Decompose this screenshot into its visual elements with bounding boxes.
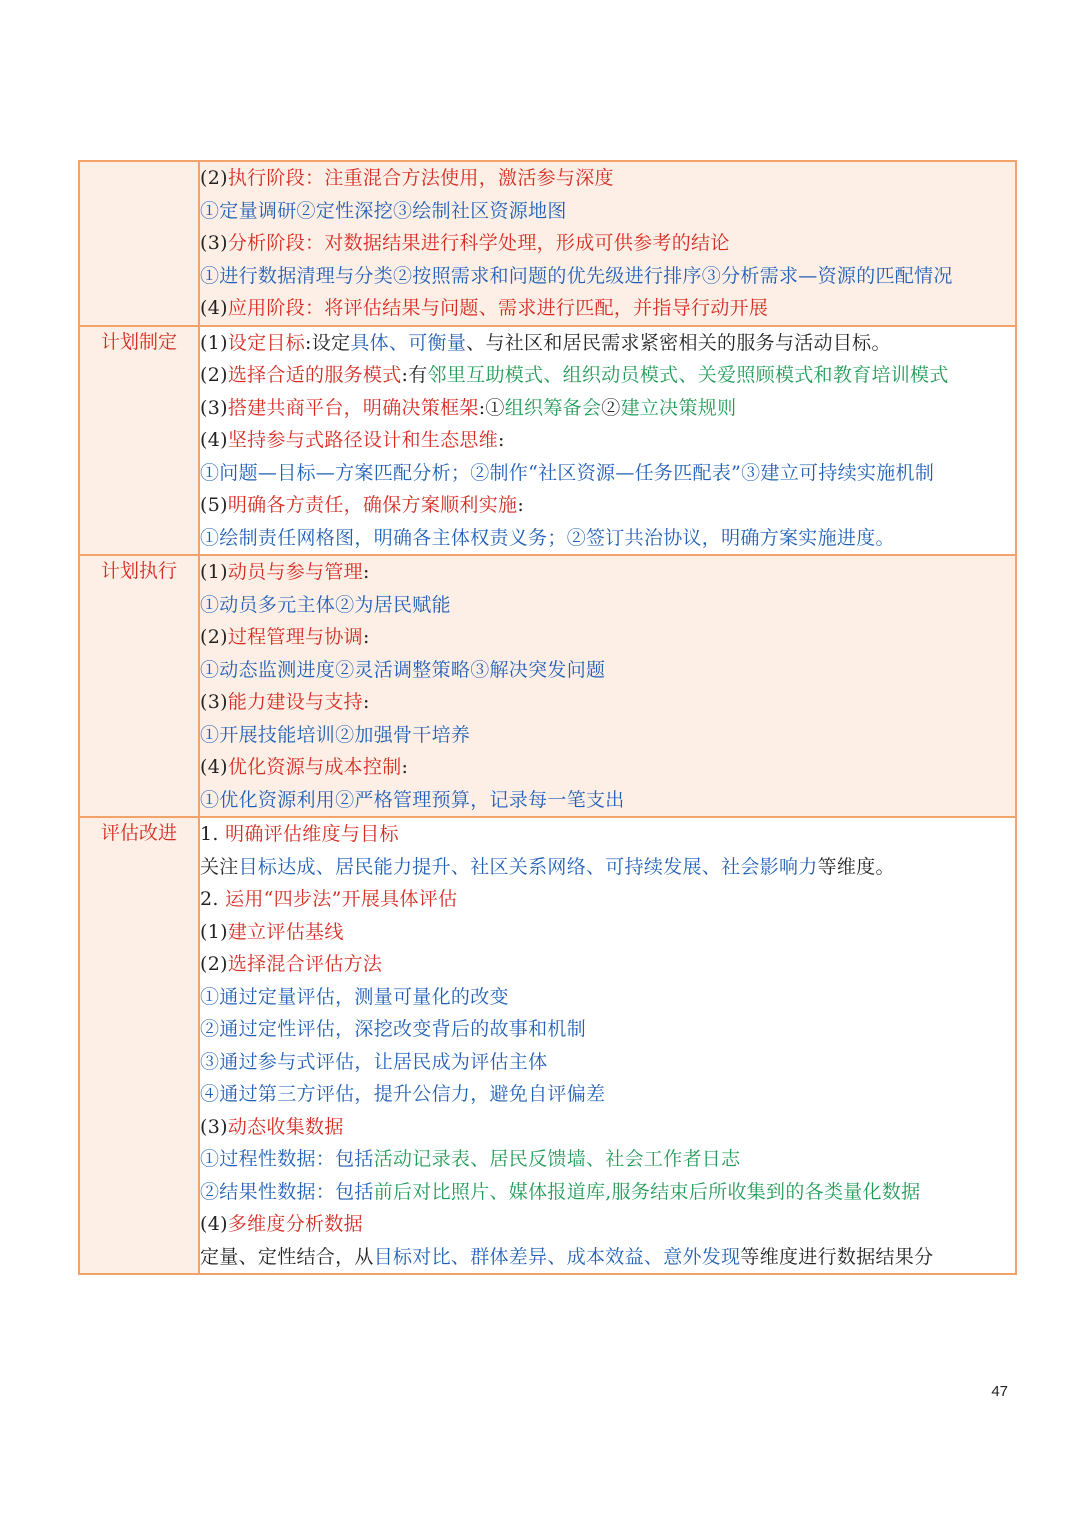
text-segment: (3) [200,232,228,254]
text-segment: ①绘制责任网格图，明确各主体权责义务；②签订共治协议，明确方案实施进度。 [200,526,895,549]
row-content [199,555,1016,817]
text-segment: 目标对比、群体差异、成本效益、意外发现 [373,1245,741,1268]
text-segment: (1) [200,331,228,354]
text-segment: 优化资源与成本控制 [227,756,402,778]
text-segment: ③通过参与式评估，让居民成为评估主体 [200,1050,548,1073]
text-segment: 活动记录表、居民反馈墙、社会工作者日志 [373,1148,741,1170]
content-line [200,654,1015,687]
content-line [200,1143,1015,1176]
text-segment: 建立决策规则 [620,396,737,419]
text-segment: : [517,494,525,516]
text-segment: 前后对比照片、媒体报道库,服务结束后所收集到的各类量化数据 [373,1180,921,1203]
text-segment: (4) [200,429,228,451]
content-line [200,1176,1015,1209]
text-segment: (3) [200,396,228,419]
text-segment: : [362,561,370,583]
text-segment: 目标达成、居民能力提升、社区关系网络、可持续发展、社会影响力 [238,855,818,878]
text-segment: : [401,756,409,778]
content-line [200,719,1015,752]
text-segment: 组织筹备会 [504,396,602,419]
text-segment: (2) [200,953,228,975]
row-label: 计划制定 [79,326,199,556]
content-line [200,784,1015,817]
text-segment: ②通过定性评估，深挖改变背后的故事和机制 [200,1018,587,1040]
text-segment: 明确各方责任，确保方案顺利实施 [227,494,518,516]
text-segment: 执行阶段：注重混合方法使用，激活参与深度 [227,167,614,189]
content-line [200,589,1015,622]
content-line [200,1241,1015,1274]
text-segment: (3) [200,691,228,713]
text-segment: ①动态监测进度②灵活调整策略③解决突发问题 [200,658,606,681]
text-segment: (1) [200,561,228,583]
text-segment: 运用“四步法”开展具体评估 [225,888,458,910]
content-line [200,1013,1015,1046]
content-table [78,160,1017,1275]
text-segment: :设定 [305,331,351,354]
text-segment: ①优化资源利用②严格管理预算，记录每一笔支出 [200,788,625,811]
text-segment: ①开展技能培训②加强骨干培养 [200,723,471,746]
text-segment: ①通过定量评估，测量可量化的改变 [200,985,509,1008]
text-segment: :① [478,396,505,419]
page-number: 47 [991,1383,1008,1400]
content-line [200,260,1015,293]
text-segment: (4) [200,1213,228,1235]
content-line [200,424,1015,457]
text-segment: 选择合适的服务模式 [227,364,402,386]
table-row [79,161,1016,326]
row-content [199,161,1016,326]
text-segment: 等维度。 [817,855,895,878]
text-segment: 能力建设与支持 [227,691,363,713]
text-segment: :有 [401,364,428,386]
table-row [79,817,1016,1274]
content-line [200,489,1015,522]
text-segment: 过程管理与协调 [227,626,363,648]
text-segment: (1) [200,920,228,943]
text-segment: ①定量调研②定性深挖③绘制社区资源地图 [200,199,567,222]
content-line [200,392,1015,425]
text-segment: (2) [200,364,228,386]
content-line [200,327,1015,360]
text-segment: 等维度进行数据结果分 [740,1245,934,1268]
text-segment: 选择混合评估方法 [227,953,383,975]
content-line [200,195,1015,228]
content-line [200,686,1015,719]
text-segment: ①进行数据清理与分类②按照需求和问题的优先级进行排序③分析需求—资源的匹配情况 [200,264,953,287]
text-segment: 搭建共商平台，明确决策框架 [227,396,479,419]
text-segment: 设定目标 [227,331,306,354]
content-line [200,1078,1015,1111]
text-segment: : [362,691,370,713]
text-segment: 分析阶段：对数据结果进行科学处理，形成可供参考的结论 [227,232,730,254]
text-segment: 建立评估基线 [227,920,344,943]
content-line [200,948,1015,981]
row-label: 评估改进 [79,817,199,1274]
content-line [200,851,1015,884]
text-segment: 具体、可衡量 [350,331,467,354]
text-segment: ④通过第三方评估，提升公信力，避免自评偏差 [200,1083,606,1105]
text-segment: 2. [200,888,226,910]
content-line [200,883,1015,916]
content-line [200,162,1015,195]
text-segment: (2) [200,626,228,648]
text-segment: ①问题—目标—方案匹配分析；②制作“社区资源—任务匹配表”③建立可持续实施机制 [200,461,935,484]
text-segment: 邻里互助模式、组织动员模式、关爱照顾模式和教育培训模式 [427,364,949,386]
content-line [200,818,1015,851]
text-segment: 关注 [200,855,239,878]
text-segment: 动态收集数据 [227,1115,344,1138]
content-line [200,457,1015,490]
text-segment: : [362,626,370,648]
text-segment: ①过程性数据：包括 [200,1148,374,1170]
text-segment: 坚持参与式路径设计和生态思维 [227,429,499,451]
content-line [200,1046,1015,1079]
content-line [200,751,1015,784]
text-segment: 定量、定性结合，从 [200,1245,374,1268]
content-line [200,1111,1015,1144]
row-content [199,817,1016,1274]
text-segment: ② [601,396,621,419]
table-row [79,326,1016,556]
text-segment: (4) [200,756,228,778]
text-segment: 应用阶段：将评估结果与问题、需求进行匹配，并指导行动开展 [227,297,769,319]
table-row [79,555,1016,817]
content-line [200,227,1015,260]
text-segment: ②结果性数据：包括 [200,1180,374,1203]
row-content [199,326,1016,556]
text-segment: : [498,429,505,451]
text-segment: (4) [200,297,228,319]
text-segment: (2) [200,167,228,189]
row-label [79,161,199,326]
row-label: 计划执行 [79,555,199,817]
content-line [200,621,1015,654]
text-segment: ①动员多元主体②为居民赋能 [200,593,451,616]
content-line [200,981,1015,1014]
text-segment: 明确评估维度与目标 [225,823,399,845]
text-segment: 、与社区和居民需求紧密相关的服务与活动目标。 [466,331,891,354]
text-segment: 多维度分析数据 [227,1213,363,1235]
content-line [200,292,1015,325]
text-segment: 1. [200,823,226,845]
text-segment: (3) [200,1115,228,1138]
content-line [200,556,1015,589]
content-line [200,1208,1015,1241]
content-line [200,522,1015,555]
text-segment: (5) [200,494,228,516]
content-line [200,359,1015,392]
content-line [200,916,1015,949]
text-segment: 动员与参与管理 [227,561,363,583]
